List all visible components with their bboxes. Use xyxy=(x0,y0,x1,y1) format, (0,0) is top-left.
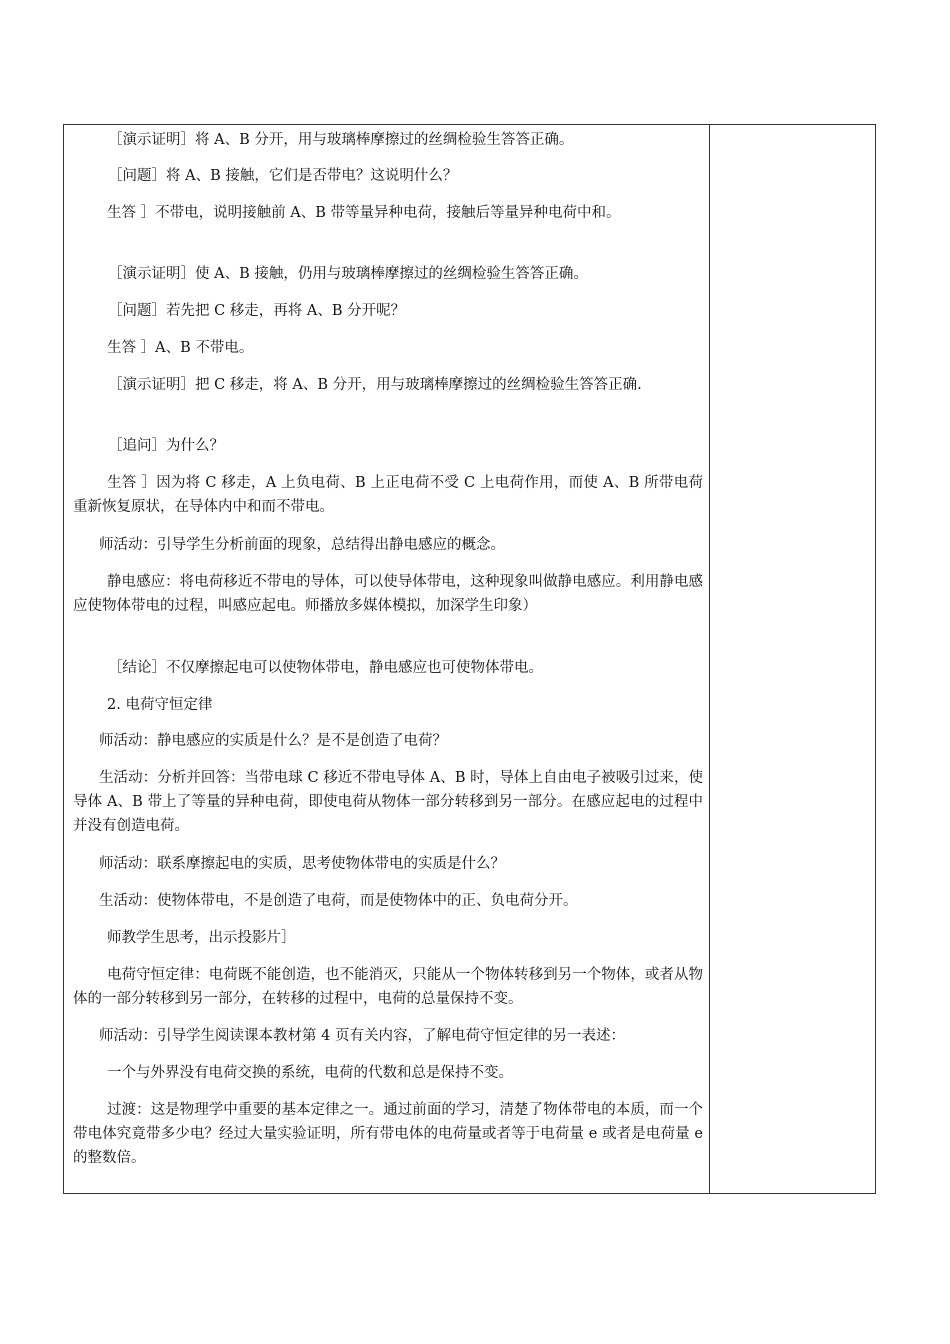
paragraph-teacher-1: 师活动：引导学生分析前面的现象，总结得出静电感应的概念。 xyxy=(99,537,505,553)
paragraph-demo-3: ［演示证明］把 C 移走，将 A、B 分开，用与玻璃棒摩擦过的丝绸检验生答答正确. xyxy=(108,377,642,393)
paragraph-teacher-3: 师活动：联系摩擦起电的实质，思考使物体带电的实质是什么？ xyxy=(99,856,505,872)
paragraph-teacher-5: 师活动：引导学生阅读课本教材第 4 页有关内容，了解电荷守恒定律的另一表述： xyxy=(99,1028,625,1044)
paragraph-law: 电荷守恒定律：电荷既不能创造，也不能消灭，只能从一个物体转移到另一个物体，或者从物体的一部分转移到另一部分，在转移的过程中，电荷的总量保持不变。 xyxy=(73,967,703,1007)
paragraph-demo-1: ［演示证明］将 A、B 分开，用与玻璃棒摩擦过的丝绸检验生答答正确。 xyxy=(108,132,574,148)
paragraph-answer-3: 生答 ］因为将 C 移走，A 上负电荷、B 上正电荷不受 C 上电荷作用，而使 A、B 所带电荷重新恢复原状，在导体内中和而不带电。 xyxy=(73,475,703,515)
paragraph-law-alt: 一个与外界没有电荷交换的系统，电荷的代数和总是保持不变。 xyxy=(107,1065,513,1081)
paragraph-transition: 过渡：这是物理学中重要的基本定律之一。通过前面的学习，清楚了物体带电的本质，而一个带电体究竟带多少电？经过大量实验证明，所有带电体的电荷量或者等于电荷量 e 或者是电荷量 e 的整数倍。 xyxy=(73,1102,703,1166)
paragraph-demo-2: ［演示证明］使 A、B 接触，仍用与玻璃棒摩擦过的丝绸检验生答答正确。 xyxy=(108,266,588,282)
paragraph-teacher-4: 师教学生思考，出示投影片］ xyxy=(107,930,296,946)
paragraph-answer-2: 生答 ］A、B 不带电。 xyxy=(107,340,254,356)
paragraph-followup: ［追问］为什么？ xyxy=(108,438,224,454)
section-heading: 2. 电荷守恒定律 xyxy=(107,697,213,713)
paragraph-question-1: ［问题］将 A、B 接触，它们是否带电？这说明什么？ xyxy=(108,168,458,184)
column-divider xyxy=(709,124,710,1194)
paragraph-student-2: 生活动：使物体带电，不是创造了电荷，而是使物体中的正、负电荷分开。 xyxy=(99,893,578,909)
paragraph-teacher-2: 师活动：静电感应的实质是什么？是不是创造了电荷？ xyxy=(99,733,447,749)
paragraph-student-1: 生活动：分析并回答：当带电球 C 移近不带电导体 A、B 时，导体上自由电子被吸引过来，使导体 A、B 带上了等量的异种电荷，即使电荷从物体一部分转移到另一部分。在感应起电的过程中并没有创造电荷。 xyxy=(73,770,703,834)
paragraph-definition: 静电感应：将电荷移近不带电的导体，可以使导体带电，这种现象叫做静电感应。利用静电感应使物体带电的过程，叫感应起电。师播放多媒体模拟，加深学生印象） xyxy=(73,574,703,614)
paragraph-question-2: ［问题］若先把 C 移走，再将 A、B 分开呢？ xyxy=(108,303,406,319)
paragraph-answer-1: 生答 ］不带电，说明接触前 A、B 带等量异种电荷，接触后等量异种电荷中和。 xyxy=(107,205,621,221)
paragraph-conclusion: ［结论］不仅摩擦起电可以使物体带电，静电感应也可使物体带电。 xyxy=(108,660,543,676)
